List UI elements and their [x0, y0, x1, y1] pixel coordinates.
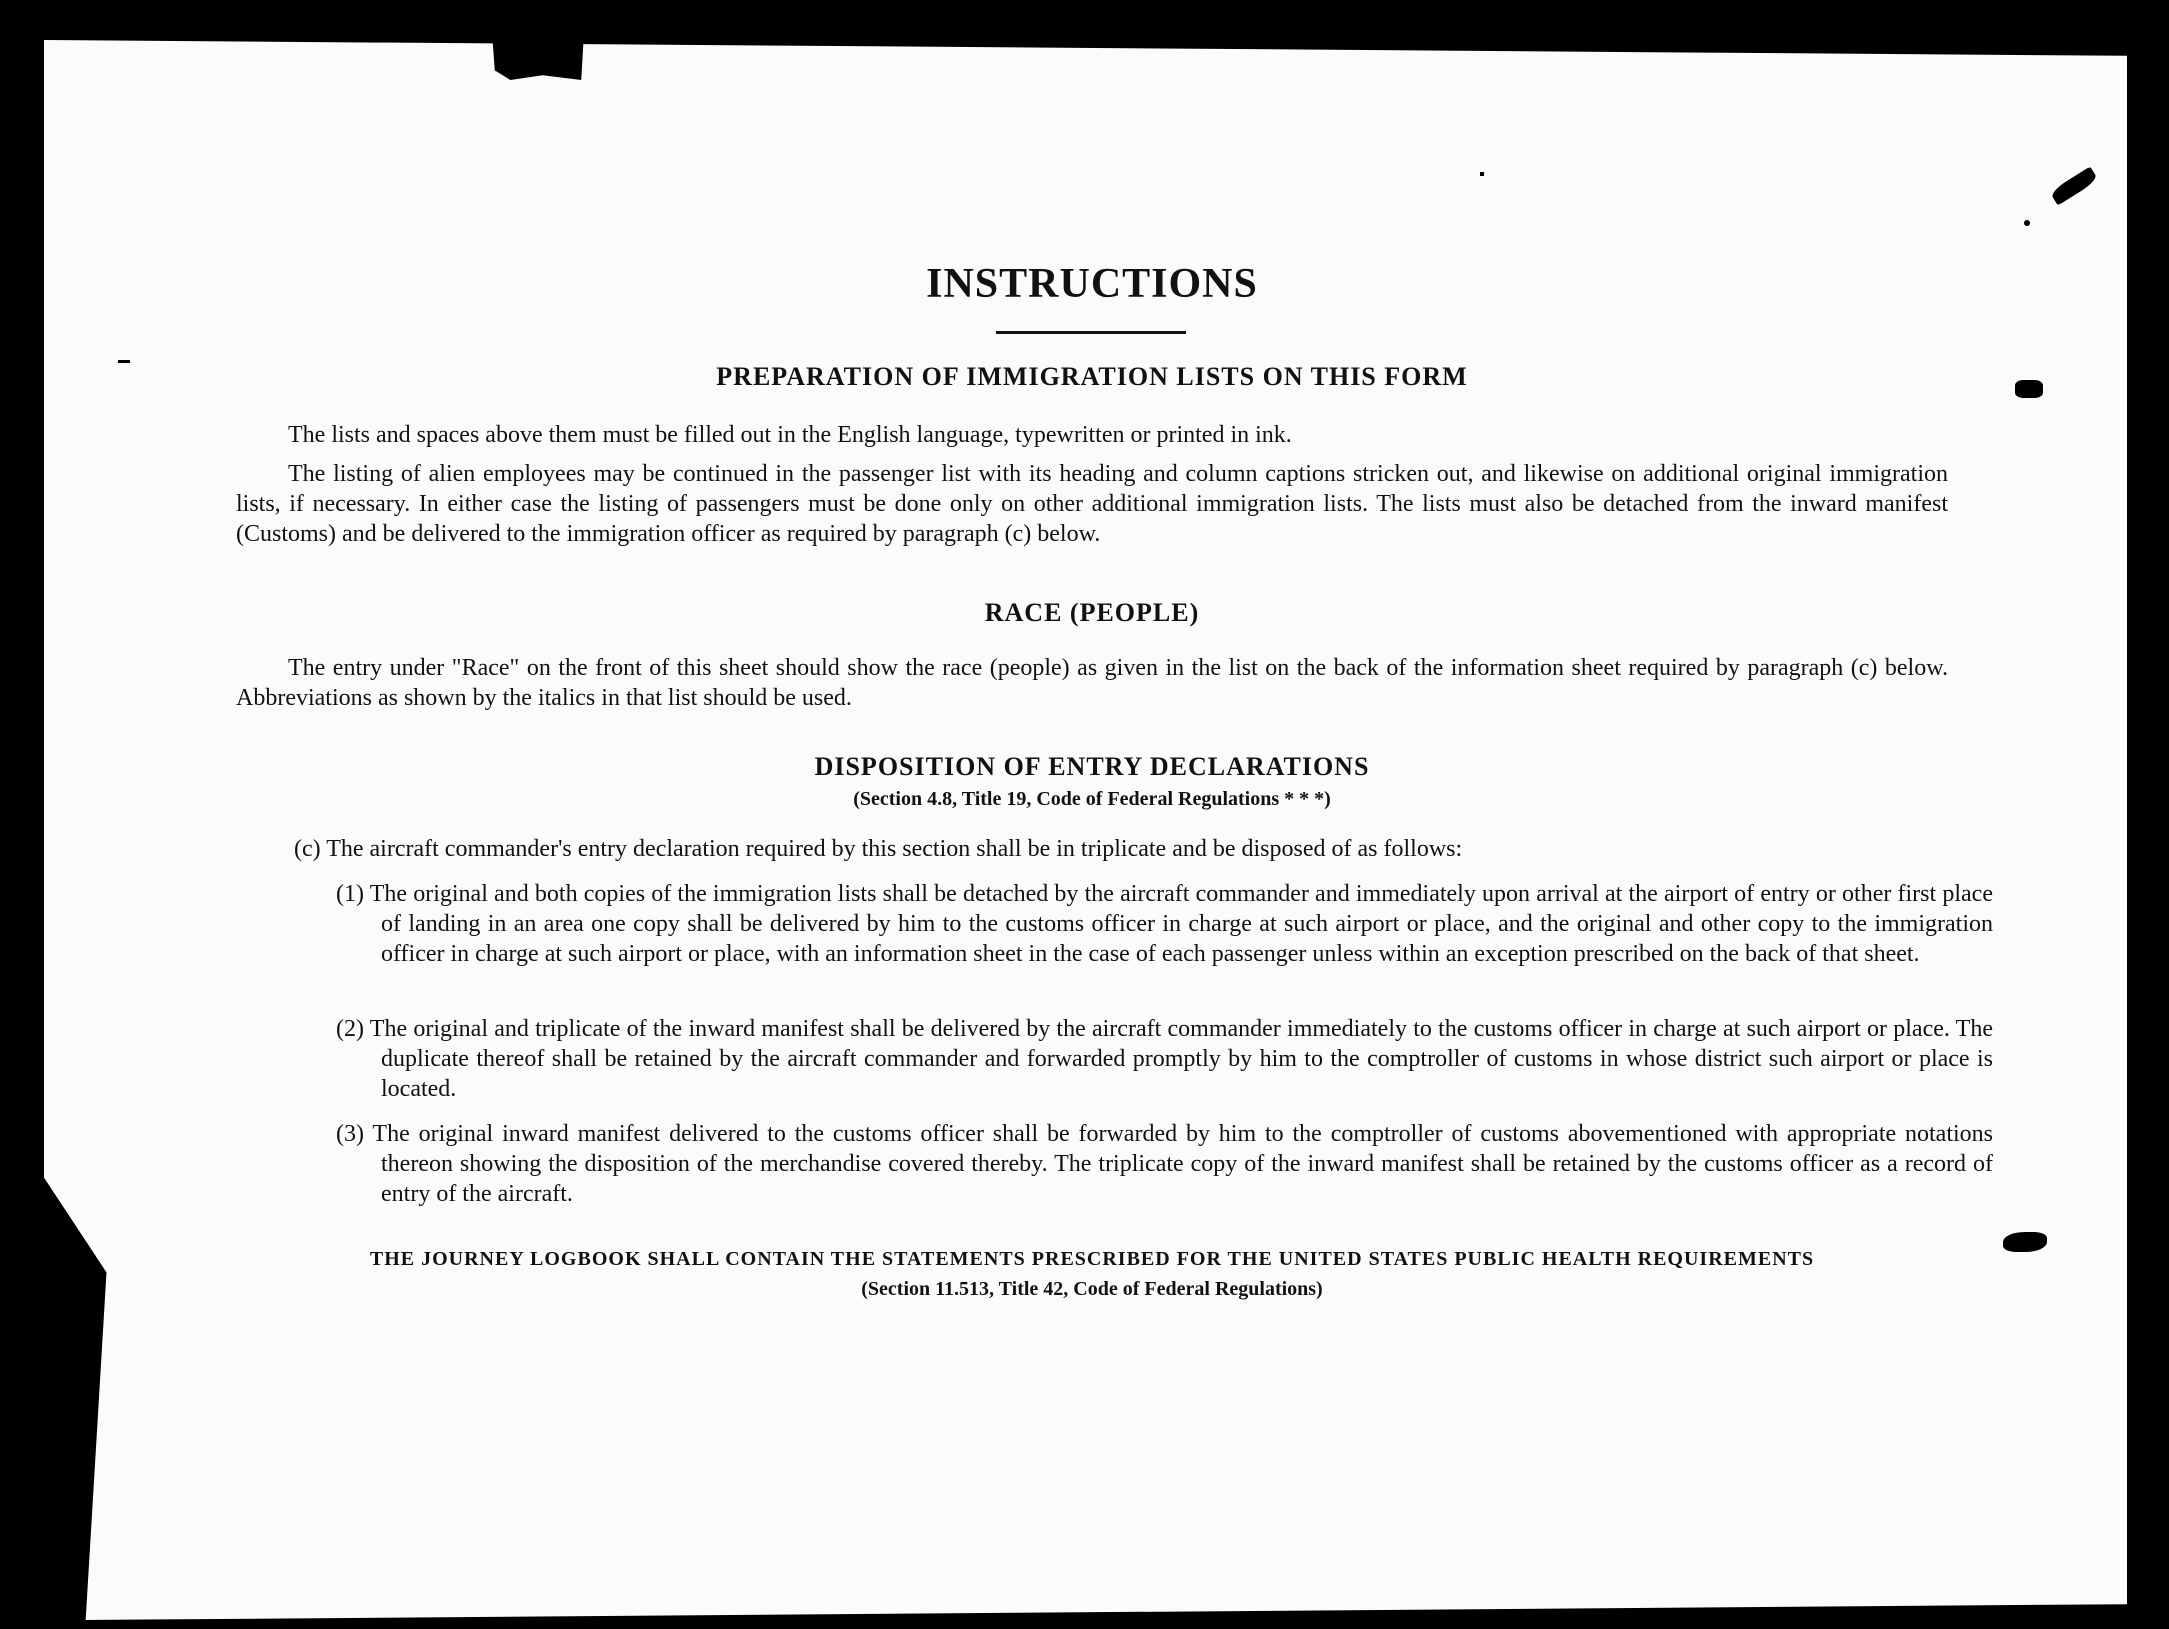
ink-dot: [2024, 220, 2030, 226]
list-item: [336, 879, 1993, 969]
section-heading-preparation: PREPARATION OF IMMIGRATION LISTS ON THIS FORM: [716, 362, 1468, 391]
torn-corner: [492, 32, 584, 80]
list-item: [336, 1014, 1993, 1104]
section-citation: (Section 4.8, Title 19, Code of Federal Regulations * * *): [853, 788, 1331, 810]
item-number: (1): [336, 881, 370, 907]
paragraph-alien-employees: The listing of alien employees may be continued in the passenger list with its heading and column captions stricken out, and likewise on additional original immigration lists, if necessary. In either case the listing of passengers must be done only on other additional immigration lists. The lists must also be detached from the inward manifest (Customs) and be delivered to the immigration officer as required by paragraph (c) below.: [236, 461, 1948, 547]
section-heading-disposition: DISPOSITION OF ENTRY DECLARATIONS: [814, 752, 1370, 781]
paragraph-entry-declaration: (c) The aircraft commander's entry declaration required by this section shall be in triplicate and be disposed of as follows:: [294, 836, 1463, 862]
item-number: (3): [336, 1121, 373, 1147]
item-text: The original and both copies of the immigration lists shall be detached by the aircraft commander and immediately upon arrival at the airport of entry or other first place of landing in an area one copy shall be delivered by him to the customs officer in charge at such airport or place, and the original and other copy to the immigration officer in charge at such airport or place, with an information sheet in the case of each passenger unless within an exception prescribed on the back of that sheet.: [369, 881, 1993, 967]
ink-blot: [2015, 380, 2043, 398]
item-text: The original inward manifest delivered to the customs officer shall be forwarded by him to the comptroller of customs abovementioned with appropriate notations thereon showing the disposition of the merchandise covered thereby. The triplicate copy of the inward manifest shall be retained by the customs officer as a record of entry of the aircraft.: [372, 1121, 1993, 1207]
title-underline: [996, 331, 1186, 334]
list-item: [336, 1119, 1993, 1209]
page-title: INSTRUCTIONS: [926, 261, 1258, 307]
paragraph-race: The entry under "Race" on the front of this sheet should show the race (people) as given in the list on the back of the information sheet required by paragraph (c) below. Abbreviations as shown by the italics in that list should be used.: [236, 655, 1948, 711]
footer-citation: (Section 11.513, Title 42, Code of Federal Regulations): [861, 1278, 1323, 1300]
paragraph-language: The lists and spaces above them must be filled out in the English language, typewritten or printed in ink.: [288, 422, 1292, 448]
item-number: (2): [336, 1016, 370, 1042]
section-heading-race: RACE (PEOPLE): [984, 598, 1200, 627]
ink-blot: [2003, 1232, 2047, 1252]
ink-dash: [118, 360, 130, 363]
item-text: The original and triplicate of the inward manifest shall be delivered by the aircraft commander immediately to the customs officer in charge at such airport or place. The duplicate thereof shall be retained by the aircraft commander and forwarded promptly by him to the comptroller of customs in whose district such airport or place is located.: [369, 1016, 1993, 1102]
footer-statement: THE JOURNEY LOGBOOK SHALL CONTAIN THE STATEMENTS PRESCRIBED FOR THE UNITED STATES PUBLIC HEALTH REQUIREMENTS: [369, 1248, 1815, 1270]
ink-dot: [1480, 172, 1484, 176]
